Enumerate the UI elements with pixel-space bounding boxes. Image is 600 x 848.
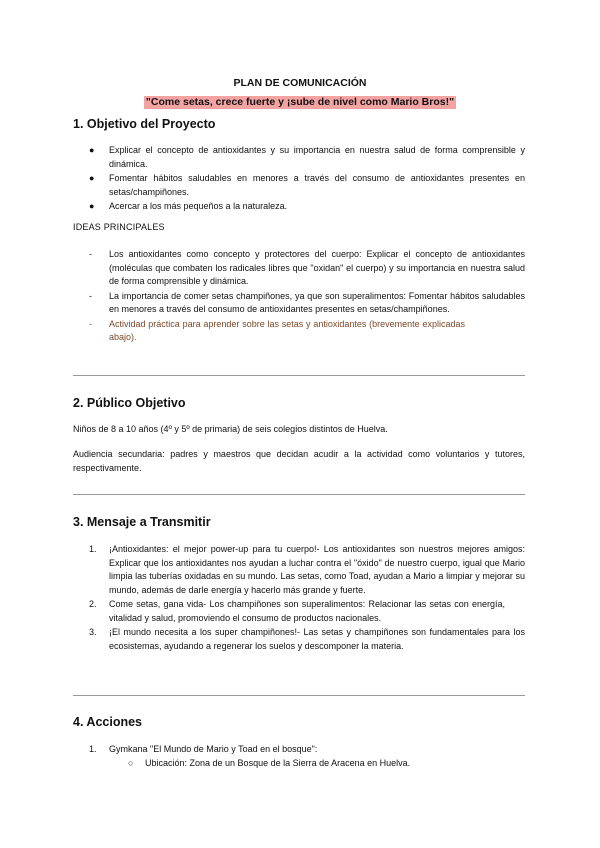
divider	[73, 375, 525, 376]
divider	[73, 494, 525, 495]
plan-title: PLAN DE COMUNICACIÓN	[233, 77, 367, 89]
list-item: ● Explicar el concepto de antioxidantes y su importancia en nuestra salud de forma comprensible y dinámica.	[89, 145, 525, 169]
bullet-marker: ●	[89, 145, 95, 155]
list-item: 1. ¡Antioxidantes: el mejor power-up para tu cuerpo!- Los antioxidantes son nuestros mejores amigos: Explicar que los antioxidantes nos ayudan a luchar contra el "óxido" de nuestro cuerpo, igual que Mario limpia las tuberías oxidadas en su mundo. Las setas, como Toad, ayudan a Mario a limpiar y mejorar su mundo, además de darle energía y hacerlo más grande y fuerte.	[89, 544, 525, 595]
section-heading-publico: 2. Público Objetivo	[73, 396, 186, 410]
list-number: 1.	[89, 744, 97, 754]
bullet-marker: ●	[89, 173, 95, 183]
list-item: 2. Come setas, gana vida- Los champiñones son superalimentos: Relacionar las setas con energía, vitalidad y salud, promoviendo el consumo de productos nacionales.	[89, 599, 505, 623]
dash-marker: -	[89, 318, 92, 329]
list-number: 3.	[89, 627, 97, 637]
list-item: ● Acercar a los más pequeños a la naturaleza.	[109, 200, 525, 214]
list-item: ○ Ubicación: Zona de un Bosque de la Sierra de Aracena en Huelva.	[145, 757, 525, 771]
list-item: 1. Gymkana "El Mundo de Mario y Toad en el bosque":	[109, 743, 525, 757]
actions-sublist	[128, 757, 525, 771]
title-block	[0, 73, 600, 110]
section-heading-objetivo: 1. Objetivo del Proyecto	[73, 117, 216, 131]
objectives-list	[89, 144, 525, 214]
plan-subtitle: "Come setas, crece fuerte y ¡sube de nivel como Mario Bros!"	[145, 96, 455, 108]
list-number: 2.	[89, 599, 97, 609]
ideas-label: IDEAS PRINCIPALES	[73, 222, 165, 232]
section-heading-acciones: 4. Acciones	[73, 715, 143, 729]
divider	[73, 695, 525, 696]
audience-primary: Niños de 8 a 10 años (4º y 5º de primaria) de seis colegios distintos de Huelva.	[73, 424, 388, 434]
list-item: - Actividad práctica para aprender sobre las setas y antioxidantes (brevemente explicadas abajo).	[89, 318, 465, 342]
bullet-marker: ●	[89, 201, 95, 211]
list-item: 3. ¡El mundo necesita a los super champiñones!- Las setas y champiñones son fundamentales para los ecosistemas, ayudando a regenerar los suelos y descomponer la materia.	[89, 627, 525, 651]
messages-list	[89, 543, 525, 653]
actions-list	[89, 743, 525, 757]
list-item: - Los antioxidantes como concepto y protectores del cuerpo: Explicar el concepto de antioxidantes (moléculas que combaten los radicales libres que "oxidan" el cuerpo) y su importancia en nuestra salud de forma comprensible y dinámica.	[89, 249, 525, 286]
audience-secondary: Audiencia secundaria: padres y maestros que decidan acudir a la actividad como voluntarios y tutores, respectivamente.	[73, 449, 525, 473]
list-item: ● Fomentar hábitos saludables en menores a través del consumo de antioxidantes presentes en setas/champiñones.	[89, 173, 525, 197]
dash-marker: -	[89, 290, 92, 301]
dash-marker: -	[89, 249, 92, 259]
list-item: - La importancia de comer setas champiñones, ya que son superalimentos: Fomentar hábitos saludables en menores a través del consumo de antioxidantes presentes en setas/champiñones.	[89, 290, 525, 314]
circle-marker: ○	[128, 758, 134, 768]
list-number: 1.	[89, 544, 97, 554]
section-heading-mensaje: 3. Mensaje a Transmitir	[73, 515, 211, 529]
ideas-list	[89, 248, 525, 345]
